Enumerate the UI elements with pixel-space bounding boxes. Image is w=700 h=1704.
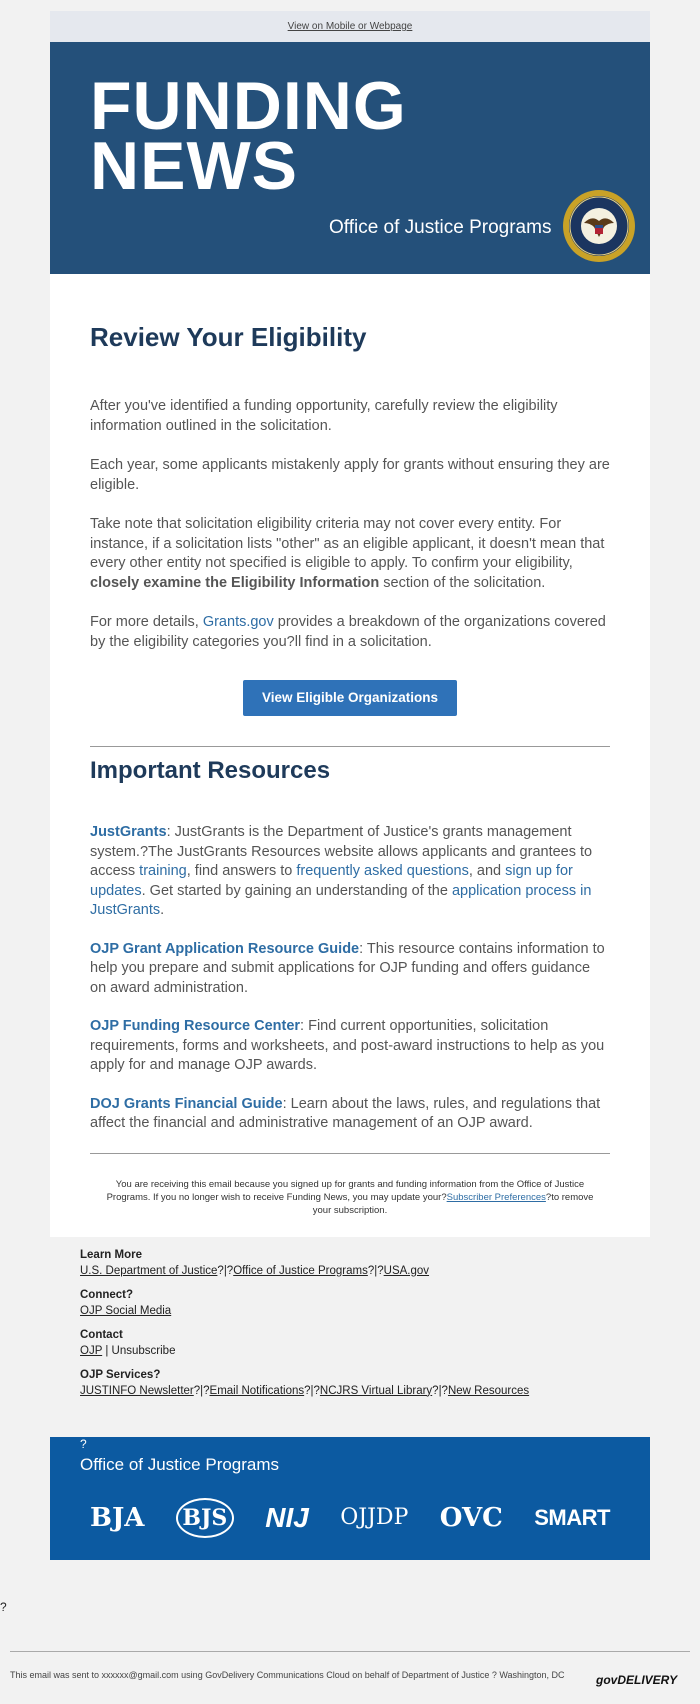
faq-link[interactable]: frequently asked questions xyxy=(296,863,469,879)
footer-org-name: Office of Justice Programs xyxy=(80,1454,280,1474)
subscription-notice xyxy=(90,1164,610,1217)
resource-funding-center xyxy=(90,1017,610,1076)
doj-link[interactable]: U.S. Department of Justice xyxy=(80,1264,218,1277)
p3-bold-text: closely examine the Eligibility Information xyxy=(90,574,380,591)
p4-text-start: For more details, xyxy=(90,614,203,630)
resource-financial-guide xyxy=(90,1095,610,1134)
view-eligible-organizations-button[interactable]: View Eligible Organizations xyxy=(243,680,457,716)
org-name: Office of Justice Programs xyxy=(329,217,552,238)
email-notifications-link[interactable]: Email Notifications xyxy=(209,1384,305,1397)
ojp-contact-link[interactable]: OJP xyxy=(80,1344,103,1357)
application-guide-link[interactable]: OJP Grant Application Resource Guide xyxy=(90,940,360,957)
ovc-logo[interactable]: OVC xyxy=(439,1502,503,1533)
notice-divider xyxy=(90,1153,610,1154)
contact-group xyxy=(80,1327,620,1359)
training-link[interactable]: training xyxy=(139,863,187,879)
funding-center-link[interactable]: OJP Funding Resource Center xyxy=(90,1018,301,1034)
hero-banner xyxy=(50,42,650,274)
subscriber-preferences-link[interactable]: Subscriber Preferences xyxy=(446,1191,546,1203)
nij-logo[interactable]: NIJ xyxy=(265,1501,309,1533)
contact-heading: Contact xyxy=(80,1328,123,1341)
doj-seal-icon xyxy=(562,189,636,263)
grants-gov-link[interactable]: Grants.gov xyxy=(202,614,274,630)
justgrants-text-4: . Get started by gaining an understanding of the xyxy=(141,882,452,899)
newsletter-title xyxy=(90,68,407,204)
justgrants-text-2: , find answers to xyxy=(186,863,297,879)
footer-question-mark: ? xyxy=(80,1436,87,1451)
stray-question-mark: ? xyxy=(0,1600,7,1614)
unsubscribe-text[interactable]: | Unsubscribe xyxy=(102,1344,176,1357)
resource-application-guide xyxy=(90,940,610,999)
button-row xyxy=(90,680,610,716)
learn-more-group xyxy=(80,1247,620,1279)
bottom-divider xyxy=(10,1651,690,1652)
justinfo-link[interactable]: JUSTINFO Newsletter xyxy=(80,1384,194,1397)
separator: ?|? xyxy=(367,1264,384,1277)
title-line-1: FUNDING xyxy=(90,68,407,144)
new-resources-link[interactable]: New Resources xyxy=(447,1384,530,1397)
funding-center-text: : Find current opportunities, solicitation requirements, forms and worksheets, and post-award instructions to help as you apply for and manage OJP awards. xyxy=(90,1018,605,1073)
email-container xyxy=(50,11,650,1560)
title-line-2: NEWS xyxy=(90,128,298,204)
ojjdp-logo[interactable]: OJJDP xyxy=(340,1505,409,1530)
section-divider xyxy=(90,746,610,747)
govdelivery-logo[interactable]: govDELIVERY xyxy=(596,1673,678,1687)
separator: ?|? xyxy=(217,1264,234,1277)
notice-text-start: You are receiving this email because you signed up for grants and funding information from the Office of Justice Programs. If you no longer wish to receive Funding News, you may update your? xyxy=(106,1178,585,1203)
services-heading: OJP Services? xyxy=(80,1368,161,1381)
sent-to-notice: This email was sent to xxxxxx@gmail.com using GovDelivery Communications Cloud on behalf of Department of Justice ? Washington, DC xyxy=(10,1670,565,1680)
agency-logos xyxy=(90,1493,610,1543)
view-online-link[interactable]: View on Mobile or Webpage xyxy=(287,21,413,32)
connect-heading: Connect? xyxy=(80,1288,134,1301)
eligibility-paragraph-1: After you've identified a funding opportunity, carefully review the eligibility information outlined in the solicitation. xyxy=(90,398,558,434)
sign-up-updates-link[interactable]: sign up for updates xyxy=(90,863,573,899)
p3-text-start: Take note that solicitation eligibility criteria may not cover every entity. For instance, if a solicitation lists "other" as an eligible applicant, it doesn't mean that every other entity not specified is eligible to apply. To confirm your eligibility, xyxy=(90,516,605,571)
p4-text-end: provides a breakdown of the organizations covered by the eligibility categories you?ll find in a solicitation. xyxy=(90,614,606,650)
justgrants-link[interactable]: JustGrants xyxy=(90,824,167,840)
resources-heading: Important Resources xyxy=(90,757,331,784)
connect-group xyxy=(80,1287,620,1319)
top-bar xyxy=(50,11,650,42)
ojp-social-media-link[interactable]: OJP Social Media xyxy=(80,1304,172,1317)
main-content xyxy=(50,274,650,1237)
bjs-logo[interactable]: BJS xyxy=(176,1498,234,1538)
eligibility-paragraph-3 xyxy=(90,515,610,593)
services-group xyxy=(80,1367,620,1399)
justgrants-text-3: , and xyxy=(468,863,506,879)
separator: ?|? xyxy=(304,1384,320,1397)
separator: ?|? xyxy=(432,1384,448,1397)
bja-logo[interactable]: BJA xyxy=(90,1502,145,1533)
application-guide-text: : This resource contains information to help you prepare and submit applications for OJP funding and offers guidance on award administration. xyxy=(90,940,605,996)
eligibility-paragraph-4 xyxy=(90,613,610,652)
p3-text-end: section of the solicitation. xyxy=(379,574,546,591)
notice-text-end: ?to remove your subscription. xyxy=(312,1191,594,1216)
eligibility-paragraph-2: Each year, some applicants mistakenly apply for grants without ensuring they are eligible. xyxy=(90,457,610,493)
justgrants-text-5: . xyxy=(160,902,165,918)
ncjrs-link[interactable]: NCJRS Virtual Library xyxy=(319,1384,433,1397)
ojp-link[interactable]: Office of Justice Programs xyxy=(233,1264,368,1277)
usa-gov-link[interactable]: USA.gov xyxy=(383,1264,430,1277)
smart-logo[interactable]: SMART xyxy=(534,1504,610,1530)
eligibility-heading: Review Your Eligibility xyxy=(90,322,367,352)
application-process-link[interactable]: application process in JustGrants xyxy=(90,882,592,918)
resource-justgrants xyxy=(90,823,610,921)
separator: ?|? xyxy=(193,1384,210,1397)
learn-more-heading: Learn More xyxy=(80,1248,142,1261)
agency-footer xyxy=(50,1437,650,1560)
financial-guide-text: : Learn about the laws, rules, and regulations that affect the financial and administrative management of an OJP award. xyxy=(90,1095,601,1131)
financial-guide-link[interactable]: DOJ Grants Financial Guide xyxy=(90,1095,283,1112)
footer-links xyxy=(50,1237,650,1417)
justgrants-text-1: : JustGrants is the Department of Justice's grants management system.?The JustGrants Resources website allows applicants and grantees to access xyxy=(90,824,593,879)
